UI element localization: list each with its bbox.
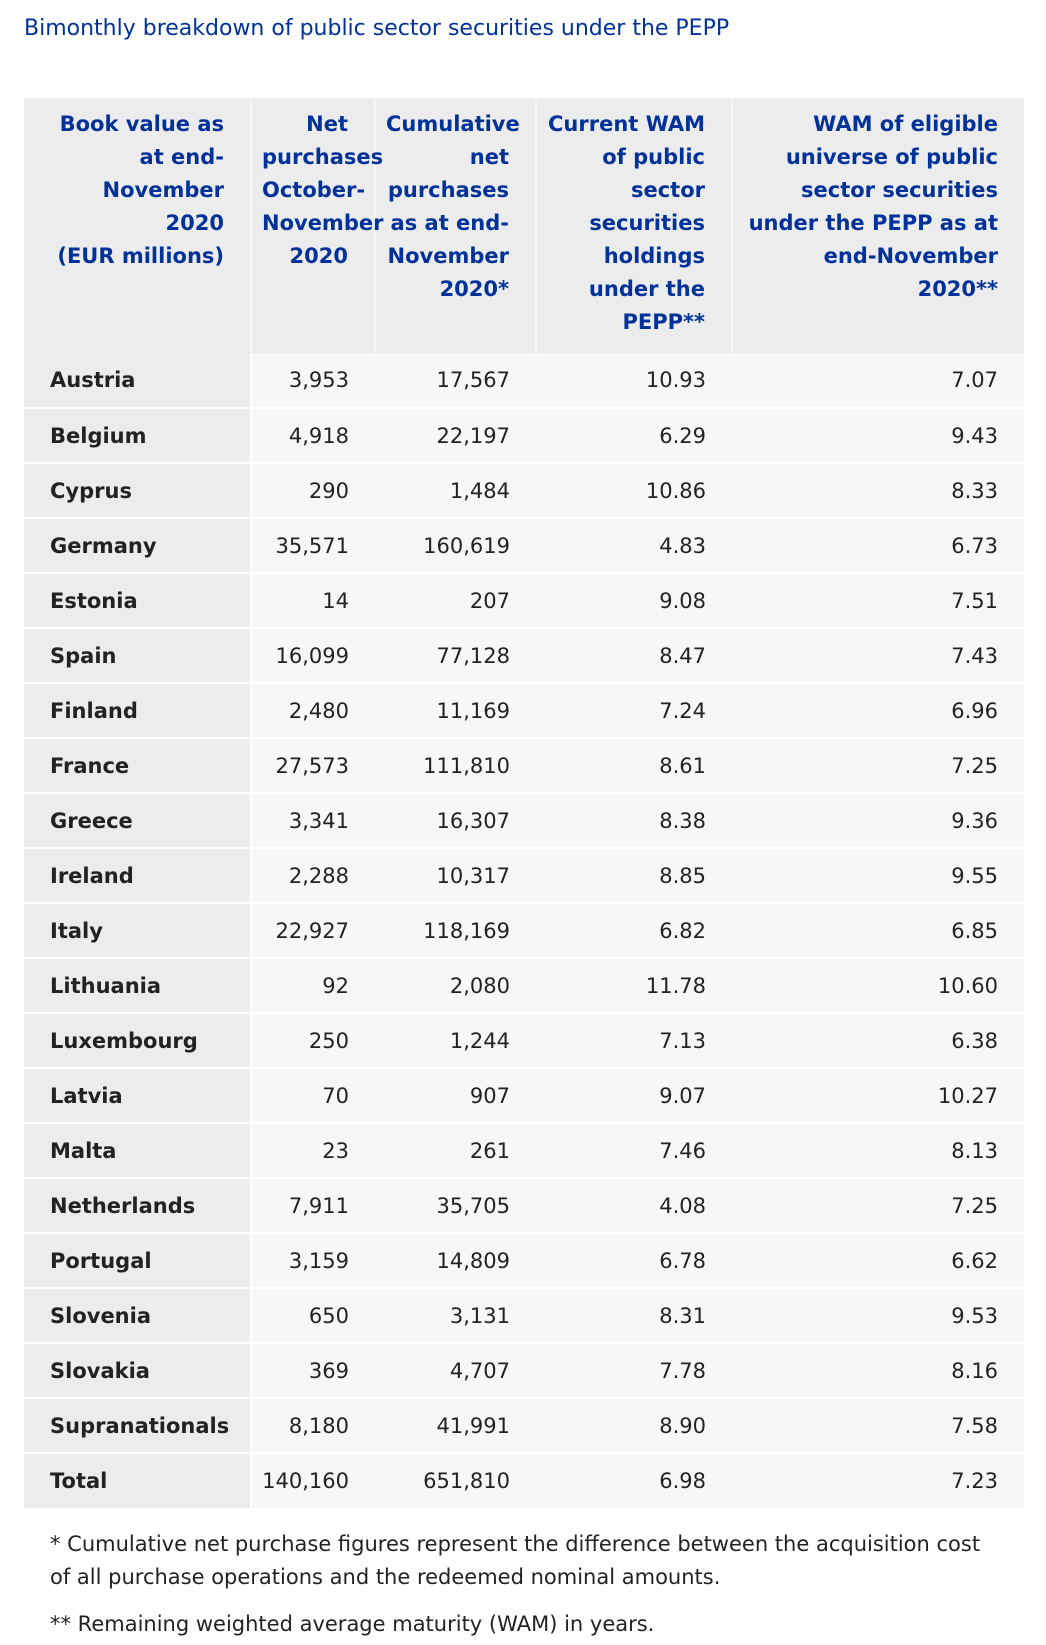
table-row [24, 1178, 1024, 1233]
header-line: Cumulative [386, 112, 520, 136]
table-row [24, 683, 1024, 738]
eligible-wam-cell: 9.55 [732, 848, 1024, 903]
eligible-wam-cell: 10.60 [732, 958, 1024, 1013]
current-wam-cell: 6.78 [536, 1233, 732, 1288]
table-row [24, 848, 1024, 903]
net-purchases-cell: 140,160 [251, 1453, 375, 1508]
eligible-wam-cell: 10.27 [732, 1068, 1024, 1123]
net-purchases-cell: 92 [251, 958, 375, 1013]
country-cell: Belgium [24, 408, 251, 463]
net-purchases-cell: 290 [251, 463, 375, 518]
current-wam-cell: 7.46 [536, 1123, 732, 1178]
header-line: Current WAM [548, 112, 705, 136]
footnote-cumulative: * Cumulative net purchase figures represent the difference between the acquisition cost of all purchase operations and the redeemed nominal amounts. [50, 1532, 981, 1589]
net-purchases-cell: 27,573 [251, 738, 375, 793]
table-row [24, 463, 1024, 518]
net-purchases-cell: 2,288 [251, 848, 375, 903]
net-purchases-cell: 250 [251, 1013, 375, 1068]
header-line: end-November [823, 244, 998, 268]
net-purchases-cell: 23 [251, 1123, 375, 1178]
header-line: purchases [387, 178, 509, 202]
country-cell: Germany [24, 518, 251, 573]
cumulative-cell: 3,131 [375, 1288, 536, 1343]
table-row [24, 518, 1024, 573]
current-wam-cell: 10.86 [536, 463, 732, 518]
table-row [24, 958, 1024, 1013]
eligible-wam-cell: 6.96 [732, 683, 1024, 738]
net-purchases-cell: 369 [251, 1343, 375, 1398]
header-net-purchases [251, 98, 384, 353]
header-cumulative-net-purchases [375, 98, 536, 353]
country-cell: Cyprus [24, 463, 251, 518]
header-line: November [262, 211, 384, 235]
country-cell: Latvia [24, 1068, 251, 1123]
net-purchases-cell: 35,571 [251, 518, 375, 573]
country-cell: France [24, 738, 251, 793]
eligible-wam-cell: 8.13 [732, 1123, 1024, 1178]
eligible-wam-cell: 7.23 [732, 1453, 1024, 1508]
current-wam-cell: 8.61 [536, 738, 732, 793]
header-line: net [469, 145, 509, 169]
header-line: 2020 [165, 211, 224, 235]
cumulative-cell: 261 [375, 1123, 536, 1178]
current-wam-cell: 7.13 [536, 1013, 732, 1068]
header-book-value [24, 98, 251, 353]
net-purchases-cell: 7,911 [251, 1178, 375, 1233]
current-wam-cell: 4.08 [536, 1178, 732, 1233]
cumulative-cell: 118,169 [375, 903, 536, 958]
current-wam-cell: 8.90 [536, 1398, 732, 1453]
net-purchases-cell: 16,099 [251, 628, 375, 683]
header-line: October- [262, 178, 366, 202]
country-cell: Finland [24, 683, 251, 738]
cumulative-cell: 907 [375, 1068, 536, 1123]
eligible-wam-cell: 6.73 [732, 518, 1024, 573]
cumulative-cell: 16,307 [375, 793, 536, 848]
cumulative-cell: 111,810 [375, 738, 536, 793]
current-wam-cell: 9.07 [536, 1068, 732, 1123]
table-row [24, 1343, 1024, 1398]
country-cell: Ireland [24, 848, 251, 903]
header-line: Book value as [59, 112, 224, 136]
net-purchases-cell: 3,341 [251, 793, 375, 848]
cumulative-cell: 77,128 [375, 628, 536, 683]
header-line: 2020* [439, 277, 509, 301]
cumulative-cell: 10,317 [375, 848, 536, 903]
eligible-wam-cell: 7.58 [732, 1398, 1024, 1453]
country-cell: Portugal [24, 1233, 251, 1288]
country-cell: Slovakia [24, 1343, 251, 1398]
country-cell: Estonia [24, 573, 251, 628]
table-body [24, 353, 1024, 1508]
header-line: (EUR millions) [57, 244, 224, 268]
eligible-wam-cell: 9.53 [732, 1288, 1024, 1343]
cumulative-cell: 207 [375, 573, 536, 628]
current-wam-cell: 9.08 [536, 573, 732, 628]
eligible-wam-cell: 7.07 [732, 353, 1024, 408]
header-line: under the [588, 277, 705, 301]
country-cell: Total [24, 1453, 251, 1508]
net-purchases-cell: 650 [251, 1288, 375, 1343]
eligible-wam-cell: 7.43 [732, 628, 1024, 683]
header-line: universe of public [785, 145, 998, 169]
header-line: of public [602, 145, 705, 169]
cumulative-cell: 1,244 [375, 1013, 536, 1068]
table-caption: Bimonthly breakdown of public sector securities under the PEPP [24, 16, 730, 41]
eligible-wam-cell: 7.25 [732, 738, 1024, 793]
pepp-breakdown-table [24, 98, 1024, 1508]
cumulative-cell: 35,705 [375, 1178, 536, 1233]
current-wam-cell: 6.29 [536, 408, 732, 463]
header-row [24, 98, 1024, 353]
table-row [24, 793, 1024, 848]
cumulative-cell: 160,619 [375, 518, 536, 573]
country-cell: Italy [24, 903, 251, 958]
header-line: sector securities [801, 178, 998, 202]
cumulative-cell: 1,484 [375, 463, 536, 518]
cumulative-cell: 651,810 [375, 1453, 536, 1508]
cumulative-cell: 11,169 [375, 683, 536, 738]
country-cell: Lithuania [24, 958, 251, 1013]
header-line: holdings [603, 244, 705, 268]
current-wam-cell: 7.24 [536, 683, 732, 738]
eligible-wam-cell: 8.16 [732, 1343, 1024, 1398]
net-purchases-cell: 2,480 [251, 683, 375, 738]
header-current-wam [536, 98, 732, 353]
current-wam-cell: 8.31 [536, 1288, 732, 1343]
country-cell: Netherlands [24, 1178, 251, 1233]
cumulative-cell: 2,080 [375, 958, 536, 1013]
header-line: November [102, 178, 224, 202]
header-line: sector [630, 178, 705, 202]
table-row [24, 353, 1024, 408]
table-row [24, 1288, 1024, 1343]
table-row [24, 1398, 1024, 1453]
header-wam-eligible-universe [732, 98, 1024, 353]
net-purchases-cell: 4,918 [251, 408, 375, 463]
header-line: WAM of eligible [813, 112, 998, 136]
eligible-wam-cell: 9.36 [732, 793, 1024, 848]
current-wam-cell: 7.78 [536, 1343, 732, 1398]
cumulative-cell: 22,197 [375, 408, 536, 463]
net-purchases-cell: 14 [251, 573, 375, 628]
table-row [24, 1123, 1024, 1178]
current-wam-cell: 4.83 [536, 518, 732, 573]
eligible-wam-cell: 7.25 [732, 1178, 1024, 1233]
current-wam-cell: 8.38 [536, 793, 732, 848]
table-row [24, 1233, 1024, 1288]
eligible-wam-cell: 8.33 [732, 463, 1024, 518]
country-cell: Supranationals [24, 1398, 251, 1453]
cumulative-cell: 41,991 [375, 1398, 536, 1453]
net-purchases-cell: 3,159 [251, 1233, 375, 1288]
header-line: PEPP** [622, 310, 705, 334]
country-cell: Austria [24, 353, 251, 408]
footnote-wam: ** Remaining weighted average maturity (WAM) in years. [50, 1612, 655, 1636]
cumulative-cell: 14,809 [375, 1233, 536, 1288]
net-purchases-cell: 3,953 [251, 353, 375, 408]
header-line: purchases [262, 145, 384, 169]
table-row [24, 628, 1024, 683]
current-wam-cell: 6.82 [536, 903, 732, 958]
eligible-wam-cell: 6.38 [732, 1013, 1024, 1068]
total-row [24, 1453, 1024, 1508]
header-line: under the PEPP as at [748, 211, 998, 235]
table-row [24, 573, 1024, 628]
country-cell: Malta [24, 1123, 251, 1178]
header-line: November [387, 244, 509, 268]
table-row [24, 1068, 1024, 1123]
table-row [24, 738, 1024, 793]
header-line: as at end- [390, 211, 509, 235]
country-cell: Luxembourg [24, 1013, 251, 1068]
current-wam-cell: 8.85 [536, 848, 732, 903]
table-row [24, 903, 1024, 958]
cumulative-cell: 17,567 [375, 353, 536, 408]
net-purchases-cell: 8,180 [251, 1398, 375, 1453]
eligible-wam-cell: 6.85 [732, 903, 1024, 958]
country-cell: Greece [24, 793, 251, 848]
country-cell: Spain [24, 628, 251, 683]
current-wam-cell: 10.93 [536, 353, 732, 408]
header-line: Net [306, 112, 348, 136]
current-wam-cell: 11.78 [536, 958, 732, 1013]
header-line: 2020 [289, 244, 348, 268]
header-line: securities [589, 211, 705, 235]
table-row [24, 408, 1024, 463]
current-wam-cell: 8.47 [536, 628, 732, 683]
eligible-wam-cell: 6.62 [732, 1233, 1024, 1288]
header-line: 2020** [917, 277, 998, 301]
eligible-wam-cell: 9.43 [732, 408, 1024, 463]
header-line: at end- [139, 145, 224, 169]
cumulative-cell: 4,707 [375, 1343, 536, 1398]
eligible-wam-cell: 7.51 [732, 573, 1024, 628]
net-purchases-cell: 22,927 [251, 903, 375, 958]
current-wam-cell: 6.98 [536, 1453, 732, 1508]
net-purchases-cell: 70 [251, 1068, 375, 1123]
country-cell: Slovenia [24, 1288, 251, 1343]
table-row [24, 1013, 1024, 1068]
